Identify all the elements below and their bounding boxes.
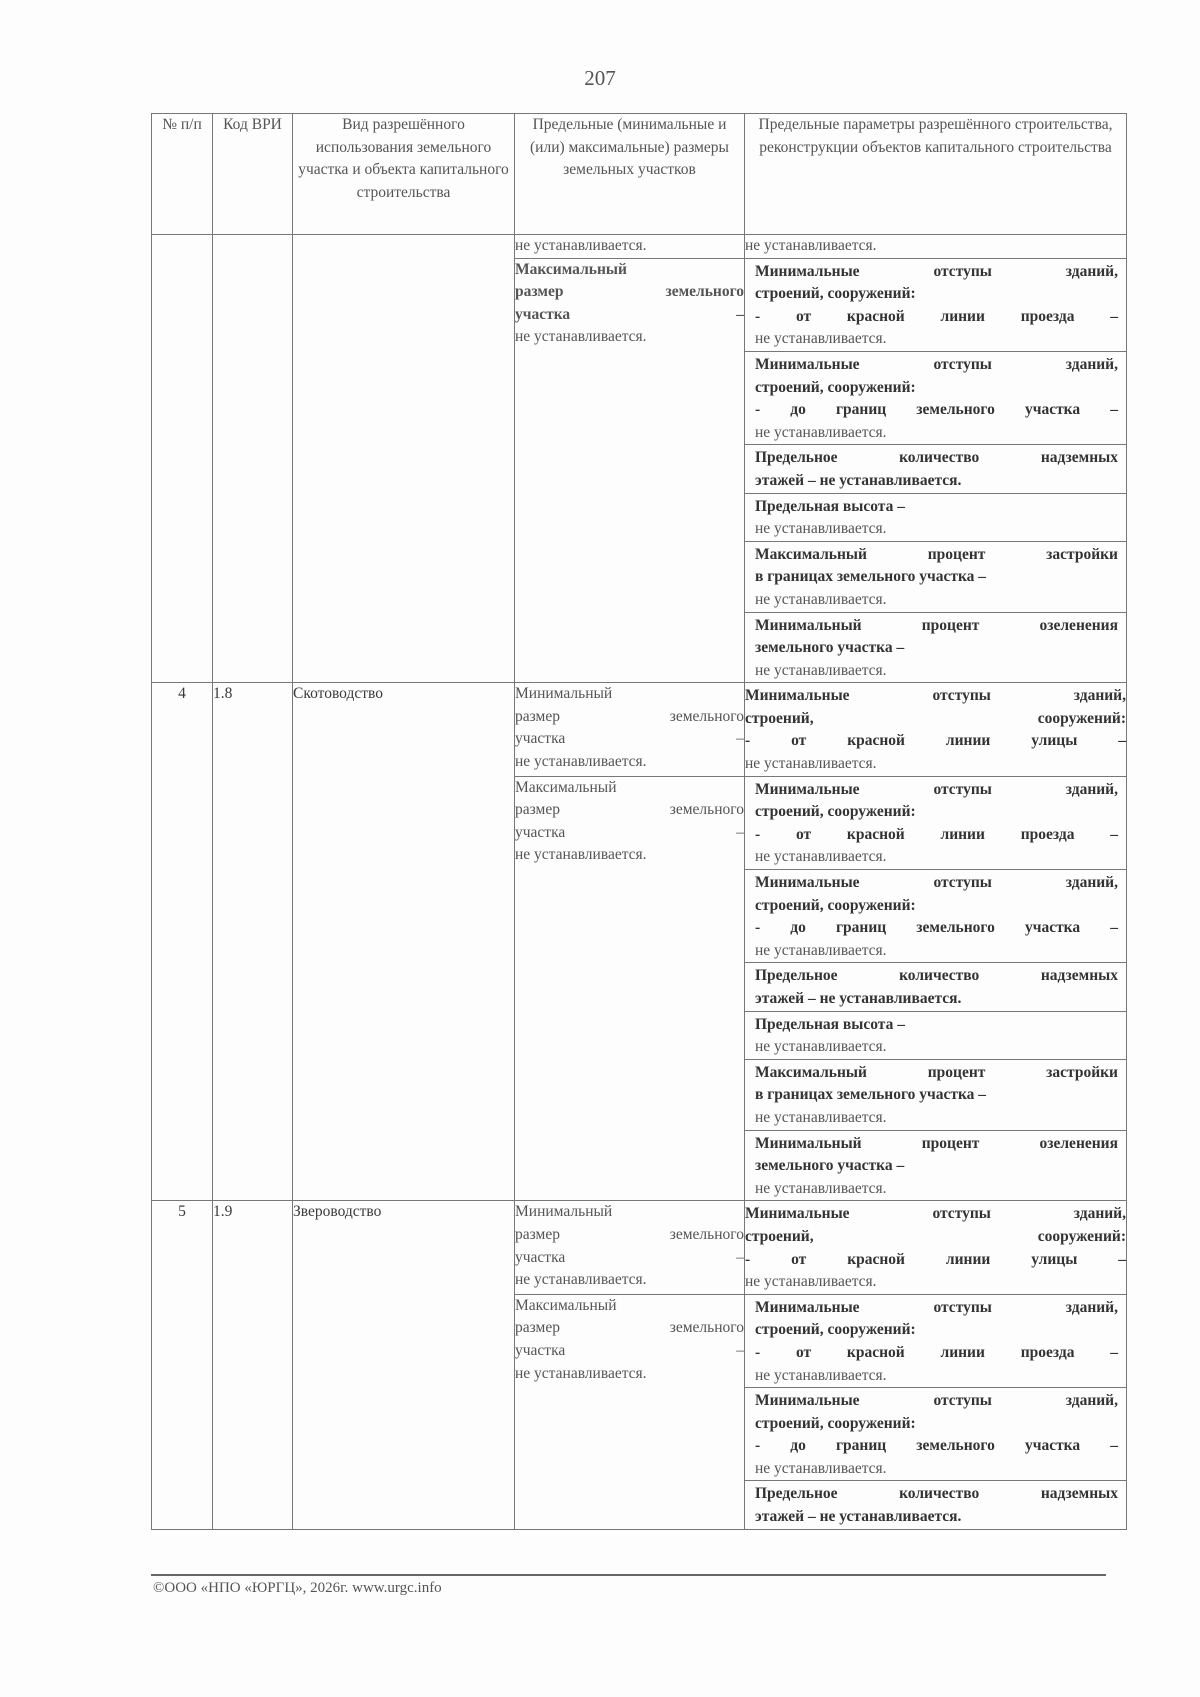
table-row	[152, 683, 1127, 776]
param-item	[745, 1481, 1126, 1528]
text-line: Максимальный	[515, 260, 627, 278]
text-line: участка –	[515, 1248, 744, 1266]
text-line: Минимальные отступы зданий,	[755, 780, 1118, 798]
text-line: Максимальный процент застройки	[755, 1063, 1118, 1081]
text-line: Минимальные отступы зданий,	[755, 262, 1118, 280]
param-list	[745, 1294, 1127, 1529]
max-plot-size	[515, 1294, 745, 1529]
param-value: не устанавливается.	[755, 1038, 887, 1056]
text-line: Минимальные отступы зданий,	[755, 355, 1118, 373]
table-header	[152, 114, 1127, 235]
param-value: не устанавливается.	[755, 330, 887, 348]
header-parameters: Предельные параметры разрешённого строительства, реконструкции объектов капитального строительства	[745, 114, 1127, 235]
size-value: не устанавливается.	[515, 1364, 647, 1382]
param-block	[745, 683, 1127, 776]
text-line: - до границ земельного участка –	[755, 401, 1118, 419]
text-line: - до границ земельного участка –	[755, 1437, 1118, 1455]
param-item	[745, 1131, 1126, 1201]
text-line: земельного участка –	[755, 639, 905, 657]
text-line: в границах земельного участка –	[755, 1086, 987, 1104]
text-line: Предельное количество надземных	[755, 449, 1118, 467]
header-use-type: Вид разрешённого использования земельного участка и объекта капитального строительства	[293, 114, 515, 235]
row-use-name: Скотоводство	[293, 683, 515, 1201]
table-row	[152, 1201, 1127, 1294]
param-value: не устанавливается.	[755, 1459, 887, 1477]
size-value: не устанавливается.	[515, 1271, 647, 1289]
text-line: строений, сооружений:	[755, 378, 916, 396]
text-line: Минимальные отступы зданий,	[755, 1298, 1118, 1316]
param-block	[745, 1201, 1127, 1294]
text-line: - от красной линии проезда –	[755, 1343, 1118, 1361]
page-number: 207	[584, 66, 616, 90]
text-line: строений, сооружений:	[755, 285, 916, 303]
row-number	[152, 235, 213, 683]
text-line: Максимальный процент застройки	[755, 545, 1118, 563]
text-line: Минимальный	[515, 685, 613, 703]
param-value: не устанавливается.	[755, 848, 887, 866]
param-value: не устанавливается.	[755, 1179, 887, 1197]
param-item	[745, 870, 1126, 963]
text-line: строений, сооружений:	[755, 1321, 916, 1339]
text-line: Минимальные отступы зданий,	[755, 874, 1118, 892]
header-code: Код ВРИ	[213, 114, 293, 235]
text-line: Минимальные отступы зданий,	[745, 687, 1126, 705]
text-line: этажей – не устанавливается.	[755, 1508, 962, 1526]
text-line: Предельное количество надземных	[755, 1485, 1118, 1503]
text-line: - от красной линии улицы –	[745, 732, 1126, 750]
row-use-name	[293, 235, 515, 683]
param-item	[745, 1388, 1126, 1481]
text-line: участка –	[515, 823, 744, 841]
text-line: - до границ земельного участка –	[755, 919, 1118, 937]
param-list	[745, 258, 1127, 683]
text-line: размер земельного	[515, 1225, 744, 1243]
text-line: Минимальный	[515, 1203, 613, 1221]
text-line: в границах земельного участка –	[755, 568, 987, 586]
text-line: размер земельного	[515, 707, 744, 725]
param-item	[745, 445, 1126, 493]
text-line: строений, сооружений:	[755, 803, 916, 821]
param-value: не устанавливается.	[755, 423, 887, 441]
size-value: не устанавливается.	[515, 846, 647, 864]
size-value: не устанавливается.	[515, 328, 647, 346]
text-line: участка –	[515, 1341, 744, 1359]
param-value: не устанавливается.	[755, 590, 887, 608]
text-line: строений, сооружений:	[745, 709, 1126, 727]
header-plot-size: Предельные (минимальные и (или) максимальные) размеры земельных участков	[515, 114, 745, 235]
param-item	[745, 542, 1126, 613]
text-line: строений, сооружений:	[755, 896, 916, 914]
vri-table	[151, 113, 1127, 1530]
text-line: этажей – не устанавливается.	[755, 990, 962, 1007]
text-line: не устанавливается.	[745, 237, 877, 254]
text-line: - от красной линии проезда –	[755, 825, 1118, 843]
footer-divider	[151, 1574, 1106, 1576]
text-line: - от красной линии проезда –	[755, 307, 1118, 325]
param-list	[745, 776, 1127, 1201]
min-plot-size	[515, 683, 745, 776]
text-line: размер земельного	[515, 1319, 744, 1337]
text-line: не устанавливается.	[745, 755, 877, 773]
param-value: не устанавливается.	[755, 661, 887, 679]
table-row	[152, 235, 1127, 259]
text-line: Максимальный	[515, 778, 617, 796]
text-line: Минимальные отступы зданий,	[755, 1392, 1118, 1410]
text-line: Максимальный	[515, 1296, 617, 1314]
param-item	[745, 777, 1126, 870]
text-line: Предельная высота –	[755, 497, 905, 515]
size-value: не устанавливается.	[515, 237, 647, 254]
text-line: строений, сооружений:	[745, 1227, 1126, 1245]
max-plot-size	[515, 258, 745, 683]
row-code	[213, 235, 293, 683]
size-value: не устанавливается.	[515, 753, 647, 771]
param-value: не устанавливается.	[755, 1108, 887, 1126]
text-line: Минимальный процент озеленения	[755, 616, 1118, 634]
row-number: 4	[152, 683, 213, 1201]
text-line: этажей – не устанавливается.	[755, 471, 962, 489]
param-item	[745, 1295, 1126, 1388]
header-number: № п/п	[152, 114, 213, 235]
text-line: Предельная высота –	[755, 1015, 905, 1033]
param-item	[745, 963, 1126, 1011]
table-body	[152, 235, 1127, 1530]
min-plot-size	[515, 235, 745, 259]
min-plot-size	[515, 1201, 745, 1294]
footer-copyright: ©ООО «НПО «ЮРГЦ», 2026г. www.urgc.info	[153, 1580, 442, 1596]
param-item	[745, 494, 1126, 542]
text-line: Минимальный процент озеленения	[755, 1134, 1118, 1152]
text-line: участка –	[515, 305, 744, 323]
text-line: Минимальные отступы зданий,	[745, 1205, 1126, 1223]
row-number: 5	[152, 1201, 213, 1529]
text-line: размер земельного	[515, 801, 744, 819]
text-line: - от красной линии улицы –	[745, 1250, 1126, 1268]
max-plot-size	[515, 776, 745, 1201]
row-use-name: Звероводство	[293, 1201, 515, 1529]
text-line: участка –	[515, 730, 744, 748]
param-item	[745, 1060, 1126, 1131]
text-line: не устанавливается.	[745, 1273, 877, 1291]
param-item	[745, 352, 1126, 445]
param-value: не устанавливается.	[755, 520, 887, 538]
param-block	[745, 235, 1127, 259]
param-value: не устанавливается.	[755, 941, 887, 959]
text-line: строений, сооружений:	[755, 1414, 916, 1432]
row-code: 1.9	[213, 1201, 293, 1529]
param-item	[745, 613, 1126, 683]
text-line: размер земельного	[515, 283, 744, 301]
row-code: 1.8	[213, 683, 293, 1201]
text-line: Предельное количество надземных	[755, 967, 1118, 985]
param-value: не устанавливается.	[755, 1366, 887, 1384]
param-item	[745, 259, 1126, 352]
text-line: земельного участка –	[755, 1157, 905, 1175]
param-item	[745, 1012, 1126, 1060]
